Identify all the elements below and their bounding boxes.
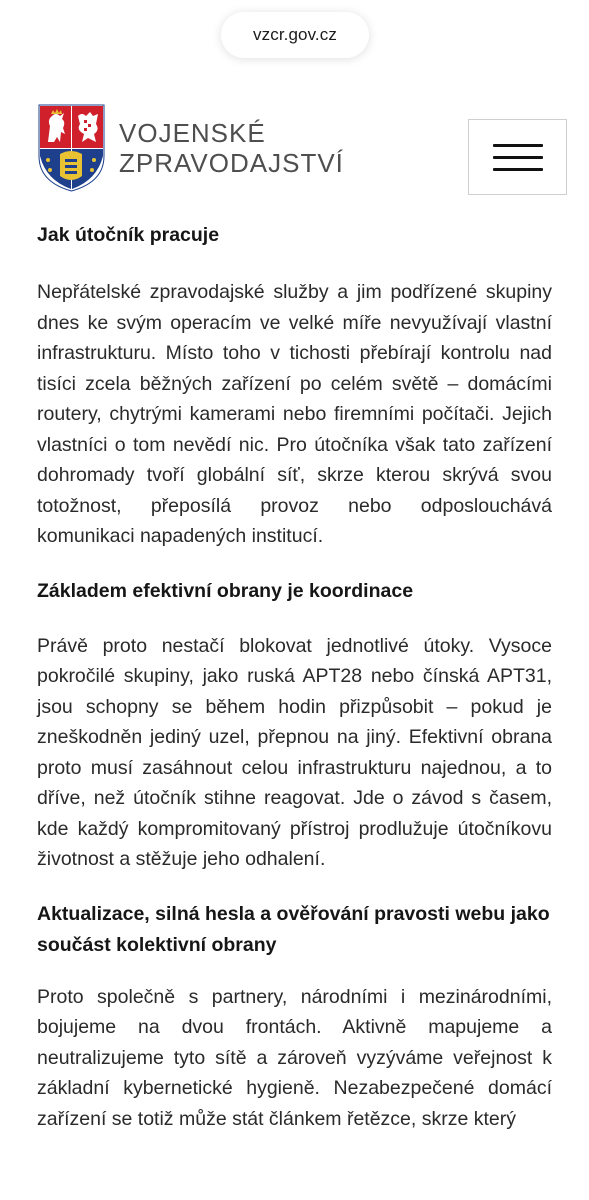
paragraph: Proto společně s partnery, národními i mezinárodními, bojujeme na dvou frontách. Aktivně mapujeme a neutralizujeme tyto sítě a zároveň vyzýváme veřejnost k základní kybernetické hygieně. Nezabezpečené domácí zařízení se totiž může stát článkem řetězce, skrze který — [37, 985, 552, 1130]
section-heading: Základem efektivní obrany je koordinace — [37, 579, 414, 602]
hamburger-icon-bar-3 — [493, 168, 543, 171]
article-body — [37, 220, 552, 1134]
section-heading: Aktualizace, silná hesla a ověřování pravosti webu jako součást kolektivní obrany — [37, 902, 550, 956]
menu-button[interactable] — [468, 119, 567, 195]
logo-line-1: VOJENSKÉ — [119, 118, 266, 148]
logo-line-2: ZPRAVODAJSTVÍ — [119, 148, 344, 178]
section-heading: Jak útočník pracuje — [37, 224, 220, 246]
paragraph: Nepřátelské zpravodajské služby a jim podřízené skupiny dnes ke svým operacím ve velké míře nevyužívají vlastní infrastrukturu. Místo toho v tichosti přebírají kontrolu nad tisíci zcela běžných zařízení po celém světě – domácími routery, chytrými kamerami nebo firemními počítači. Jejich vlastníci o tom nevědí nic. Pro útočníka však tato zařízení dohromady tvoří globální síť, skrze kterou skrývá svou totožnost, přeposílá provoz nebo odposlouchává komunikaci napadených institucí. — [37, 281, 552, 547]
site-logo[interactable] — [38, 104, 344, 192]
logo-wordmark — [119, 118, 344, 178]
hamburger-icon-bar-1 — [493, 144, 543, 147]
paragraph: Právě proto nestačí blokovat jednotlivé útoky. Vysoce pokročilé skupiny, jako ruská APT28 nebo čínská APT31, jsou schopny se během hodin přizpůsobit – pokud je zneškodněn jediný uzel, přepnou na jiný. Efektivní obrana proto musí zasáhnout celou infrastrukturu najednou, a to dříve, než útočník stihne reagovat. Jde o závod s časem, kde každý kompromitovaný přístroj prodlužuje útočníkovu životnost a stěžuje jeho odhalení. — [37, 634, 552, 870]
url-text: vzcr.gov.cz — [253, 25, 337, 44]
url-bar[interactable] — [221, 12, 369, 58]
coat-of-arms-icon — [38, 104, 105, 192]
hamburger-icon-bar-2 — [493, 156, 543, 159]
